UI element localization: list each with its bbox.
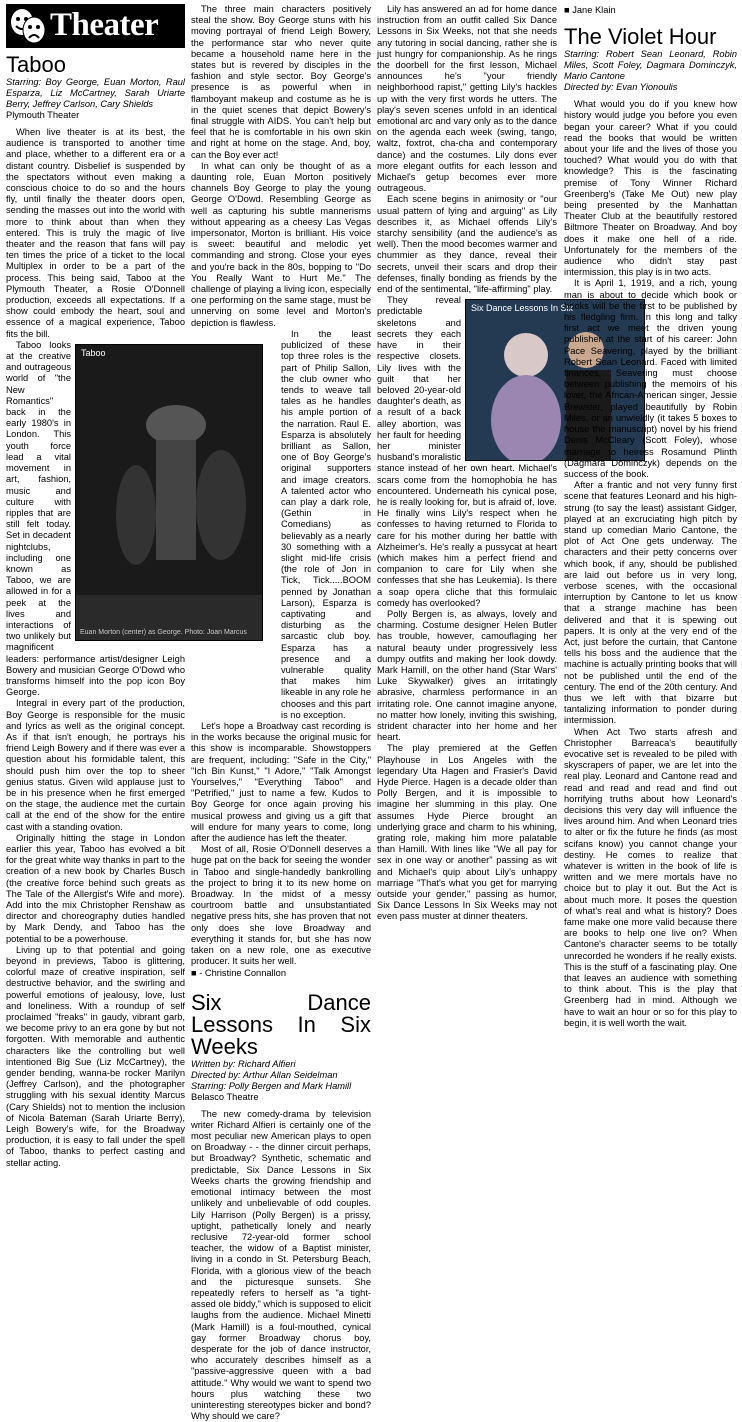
six-dance-credit: Directed by: Arthur Allan Seidelman bbox=[191, 1069, 338, 1080]
article-paragraph: What would you do if you knew how history would judge you before you even began your career? What if you could read the books that would be written about your life and the lives of those you touched? What would you do with that knowledge? This is the fascinating premise of Tony Winner Richard Greenberg's (Take Me Out) new play being presented by the Manhattan Theater Club at the beautifully restored Biltmore Theater on Broadway. And boy does it make one hell of a ride. Unfortunately for the members of the audience who didn't stay past intermission, this play is in two acts. bbox=[564, 99, 737, 278]
article-paragraph: Polly Bergen is, as always, lovely and charming. Costume designer Helen Butler has trouble, however, camouflaging her natural beauty under progressively less dumpy outfits and making her look dowdy. Mark Hamill, on the other hand (Star Wars' Luke Skywalker) gives an irritatingly abrasive, charmless performance in an irritating role. One cannot imagine anyone, no matter how lonely, inviting this swishing, strident character into her home and her heart. bbox=[377, 608, 557, 743]
six-dance-venue: Belasco Theatre bbox=[191, 1091, 259, 1102]
six-dance-credit: Starring: Polly Bergen and Mark Hamill bbox=[191, 1080, 352, 1091]
article-paragraph: Taboo looks at the creative and outrageous world of "the New Romantics" back in the early 1980's in London. This youth force lead a vital movement in art, fashion, music and culture with ripples that are still felt today. Set in decadent nightclubs, including one known as Taboo, we are allowed in for a peek at the lives and interactions of two unlikely but magnificent leaders: performance artist/designer Leigh Bowery and musician George O'Dowd who transforms himself into the pop icon Boy George. bbox=[6, 339, 185, 698]
article-paragraph: The new comedy-drama by television writer Richard Alfieri is certainly one of the most peculiar new American plays to open on Broadway - - the dinner circuit perhaps, but Broadway? Synthetic, schematic and predictable, Six Dance Lessons in Six Weeks charts the growing friendship and emotional intimacy between the most unlikely and unbelievable of odd couples. Lily Harrison (Polly Bergen) is a prissy, uptight, pathetically lonely and nearly reclusive 72-year-old former school teacher, the widow of a Baptist minister, living in a condo in St. Petersburg Beach, Florida, with a glorious view of the beach and the picturesque sunsets. She repeatedly refers to herself as "a tight-assed ole biddy," which is supposed to elicit laughs from the audience. Michael Minetti (Mark Hamill) is a foul-mouthed, cynical gay former Broadway chorus boy, desperate for the job of dance instructor, who accurately describes himself as a "passive-aggressive queen with a bad attitude." Why would we want to spend two hours plus watching these two uninteresting stereotypes bicker and bond? Why should we care? bbox=[191, 1108, 371, 1422]
taboo-title: Taboo bbox=[6, 52, 66, 77]
taboo-byline: ■ - Christine Connallon bbox=[191, 968, 287, 979]
article-paragraph: In the least publicized of these top three roles is the part of Philip Sallon, the club owner who tends to weave tall tales as he handles his ample portion of the narration. Raul E. Esparza is absolutely brilliant as Sallon, one of Boy George's original supporters and image creators. A talented actor who can play a dark role, (Gethin in Comedians) as believably as a nearly 30 something with a slight mid-life crisis (the role of Jon in Tick, Tick.....BOOM penned by Jonathan Larson), Esparza is captivating and disturbing as the sarcastic club boy. Esparza has a presence and a vulnerable quality that makes him likeable in any role he chooses and this part is no exception. bbox=[281, 328, 371, 720]
six-dance-title: Six Dance Lessons In Six Weeks bbox=[191, 989, 371, 1059]
column-3 bbox=[377, 4, 574, 923]
article-paragraph: When live theater is at its best, the audience is transported to another time and place, whether to a different era or a distant country. Disbelief is suspended by the spectators without even making a conscious choice to do so and the hours fly, until finally the theater doors open, sending the masses out into the world with more to think about than when they entered. This is truly the magic of live theater and the reason that fans will pay ten times the price of a ticket to the local Multiplex in order to be a part of the process. This being said, Taboo at the Plymouth Theater, a Rosie O'Donnell production, exceeds all expectations. If a show could embody the heart, soul and essence of a magical experience, Taboo fits the bill. bbox=[6, 127, 185, 339]
theater-masks-icon bbox=[8, 6, 48, 46]
photo-label: Taboo bbox=[81, 347, 106, 358]
violet-hour-title: The Violet Hour bbox=[564, 24, 717, 50]
article-paragraph: Living up to that potential and going beyond in previews, Taboo is glittering, colorful maze of creative inspiration, self destructive behavior, and the swirling and powerful emotions of jealousy, love, lust and loneliness. With a roundup of self proclaimed "freaks" in gaudy, vibrant garb, we become privy to an era gone by but not forgotten. With memorable and authentic characters like the controlling but well intentioned Big Sue (Liz McCartney), the gender bending, wanna-be rocker Marilyn (Jeffrey Carlson), and the photographer struggling with his sexual identity Marcus (Cary Shields) not to mention the inclusion of Nicola Bateman (Sarah Uriarte Berry), Leigh Bowery's wife, for the Broadway production, it is easy to fall under the spell of Taboo, thanks to perfect casting and stellar acting. bbox=[6, 944, 185, 1168]
column-4 bbox=[564, 4, 737, 1029]
photo-label: Six Dance Lessons In Six bbox=[471, 303, 574, 314]
article-paragraph: The play premiered at the Geffen Playhouse in Los Angeles with the legendary Uta Hagen and Frasier's David Hyde Pierce. Hagen is a decade older than Polly Bergen, and it is impossible to imagine her slumming in this play. One assumes Hyde Pierce brought an underlying grace and charm to his whining, grating role, making him more palatable than Hamill. With lines like "We all pay for sex in one way or another" passing as wit and Michael's quip about Lily's unhappy marriage "That's what you get for marrying outside your gender," passing as humor, Six Dance Lessons In Six Weeks may not even pass muster at dinner theaters. bbox=[377, 743, 557, 922]
section-banner bbox=[6, 4, 185, 48]
article-paragraph: Originally hitting the stage in London earlier this year, Taboo has evolved a bit for the great white way thanks in part to the creation of a new book by Charles Busch (the creative force behind such greats as The Tale of the Allergist's Wife and more). Add into the mix Christopher Renshaw as director and choreography duties handled by Mark Dendy, and Taboo has the potential to be a powerhouse. bbox=[6, 832, 185, 944]
six-dance-credit: Written by: Richard Alfieri bbox=[191, 1058, 296, 1069]
article-paragraph: They reveal predictable skeletons and secrets they each have in their respective closets. Lily lives with the guilt that her beloved 20-year-old daughter's death, as a result of a back alley abortion, was her fault for heeding her minister husband's moralistic stance instead of her own heart. Michael's scars come from the homophobia he has encountered. Underneath his cynical pose, he is really looking for, but is afraid of, love. He finally wins Lily's respect when he confesses to having returned to Florida to care for his mother during her battle with Alzheimer's. He's really a pussycat at heart (which makes him a perfect friend and companion to care for Lily when she confesses that she has Leukemia). Is there a soap opera cliche that this formulaic comedy has overlooked? bbox=[377, 295, 557, 608]
article-paragraph: Most of all, Rosie O'Donnell deserves a huge pat on the back for seeing the wonder in Taboo and single-handedly bankrolling the project to bring it to its new home on Broadway. In the midst of a messy courtroom battle and unsubstantiated negative press hits, she has proven that not only does she love Broadway and everything it stands for, but she has now taken on a new role, one as executive producer. It suits her well. bbox=[191, 844, 371, 967]
article-paragraph: The three main characters positively steal the show. Boy George stuns with his moving portrayal of friend Leigh Bowery, the performance star who never quite became a household name here in the states but is revered by disciples in the fashion and style sector. Boy George's presence is as powerful when in flamboyant makeup and costume as he is in the quiet scenes that depict Bowery's final struggle with AIDS. You can't help but feel that he is comfortable in his own skin and right at home on the stage. And, boy, can the Boy ever act! bbox=[191, 4, 371, 160]
column-2 bbox=[191, 4, 371, 1422]
violet-hour-credit: Directed by: Evan Yionoulis bbox=[564, 82, 678, 93]
photo-caption: Euan Morton (center) as George. Photo: Joan Marcus bbox=[80, 628, 247, 636]
article-paragraph: Integral in every part of the production, Boy George is responsible for the music and lyrics as well as the original concept. As if that isn't enough, he portrays his friend Leigh Bowery and if there was ever a question about his formidable talent, this should push him over the top to sheer genius status. Given wild applause just to be in his presence when he first emerged on the stage, the audience met the curtain call at the end of the show for the entire cast with a standing ovation. bbox=[6, 698, 185, 832]
article-paragraph: Each scene begins in animosity or "our usual pattern of lying and arguing" as Lily describes it, as Michael offends Lily's starchy sensibility (and the audience's as well). Then the mood becomes warmer and chummier as they dance, reveal their secrets, unveil their scars and drop their defenses, finally bonding as friends by the end of the sentimental, "life-affirming" play. bbox=[377, 194, 557, 295]
violet-hour-credit: Starring: Robert Sean Leonard, Robin Miles, Scott Foley, Dagmara Dominczyk, Mario Cantone bbox=[564, 49, 737, 82]
article-paragraph: In what can only be thought of as a daunting role, Euan Morton positively channels Boy George to play the young George O'Dowd. Resembling George as well as capturing his subtle mannerisms without appearing as a cheesy Las Vegas impersonator, Morton is brilliant. His voice is sweet: beautiful and melodic yet commanding and strong. Close your eyes and you're back in the 80s, bopping to "Do You Really Want to Hurt Me." The challenge of playing a living icon, especially one performing on the same stage, must be unnerving on some level and Morton's depiction is flawless. bbox=[191, 160, 371, 328]
article-paragraph: Lily has answered an ad for home dance instruction from an outfit called Six Dance Lessons in Six Weeks, not that she needs any tutoring in social dancing, rather she is just hungry for companionship. As he rings the doorbell for the first lesson, Michael announces he's "your friendly neighborhood rapist," getting Lily's hackles up with the very first words he utters. The play's seven scenes unfold in an identical emotional arc and vary only as to the dance on the agenda each week (swing, tango, waltz, foxtrot, cha-cha and contemporary dance) and the costumes. Lily dons ever more elegant outfits for each lesson and Michael's getup becomes ever more outrageous. bbox=[377, 4, 557, 194]
article-paragraph: Let's hope a Broadway cast recording is in the works because the original music for this show is incomparable. Showstoppers are frequent, including: "Safe in the City," "Ich Bin Kunst," "I Adore," "Talk Amongst Yourselves," "Everything Taboo" and "Petrified," just to name a few. Kudos to Boy George for once again proving his musical prowess and giving us a gift that will endure for many years to come, long after the audience has left the theater. bbox=[191, 721, 371, 844]
six-dance-byline: ■ Jane Klain bbox=[564, 5, 616, 15]
article-paragraph: When Act Two starts afresh and Christopher Barreaca's beautifully evocative set is revealed to be piled with skyscrapers of paper, we are let into the real play. Leonard and Cantone read and read and read and read and find out horrifying truths about how Leonard's decisions this very day will influence the lives around him. And when Leonard tries to alter or fix the future he finds (as most scifans know) you cannot change your destiny. He comes to realize that whatever is written in the book of life is written and we mere mortals have no choice but to play it out. But the Act is about much more. It poses the question of what's real and what is history? Does fame make one more valid because there are books to help one live on? When Cantone's character seems to be totally unrecorded he wonders if he really exists. This is the stuff of a fascinating play. One that leaves an audience with something to think about. This is the play that Greenberg had in mind. Although we have to wait an hour or so for this play to begin, it is well worth the wait. bbox=[564, 726, 737, 1028]
taboo-credits: Starring: Boy George, Euan Morton, Raul Esparza, Liz McCartney, Sarah Uriarte Berry, Jeffrey Carlson, Cary Shields bbox=[6, 77, 185, 109]
taboo-venue: Plymouth Theater bbox=[6, 110, 80, 120]
article-paragraph: After a frantic and not very funny first scene that features Leonard and his high-strung (to say the least) assistant Gidger, played at an excruciating high pitch by stand up comedian Mario Cantone, the plot of Act One gets underway. The characters and their petty concerns over which book, if any, should be published are laid out before us in very long, verbose scenes, with the occasional interruption by Cantone to let us know that a strange machine has been delivered and that it is spewing out papers. It is only at the very end of the Act, just before the curtain, that Cantone tells his boss and the audience that the machine is actually printing books that will not be published until the end of the century. The end of the 20th century. And thus we left with that bizarre but tantalizing information to ponder during intermission. bbox=[564, 480, 737, 726]
section-title: Theater bbox=[50, 7, 159, 44]
article-paragraph: It is April 1, 1919, and a rich, young man is about to decide which book or books will be the first to be published by his fledgling firm. In this long and talky first act we meet the driven young publisher at the start of his career: John Pace Seavering, played by the brilliant Robert Sean Leonard. Faced with limited finances, Seavering must choose between publishing the memoirs of his lover, the African-American singer, Jessie Brewster, played beautifully by Robin Miles, or an unwieldly (it takes 5 boxes to house the manuscript) novel by his friend Denis McCleary (Scott Foley), whose marriage to heiress Rosamund Plinth (Dagmara Dominczyk) depends on the success of the book. bbox=[564, 278, 737, 479]
